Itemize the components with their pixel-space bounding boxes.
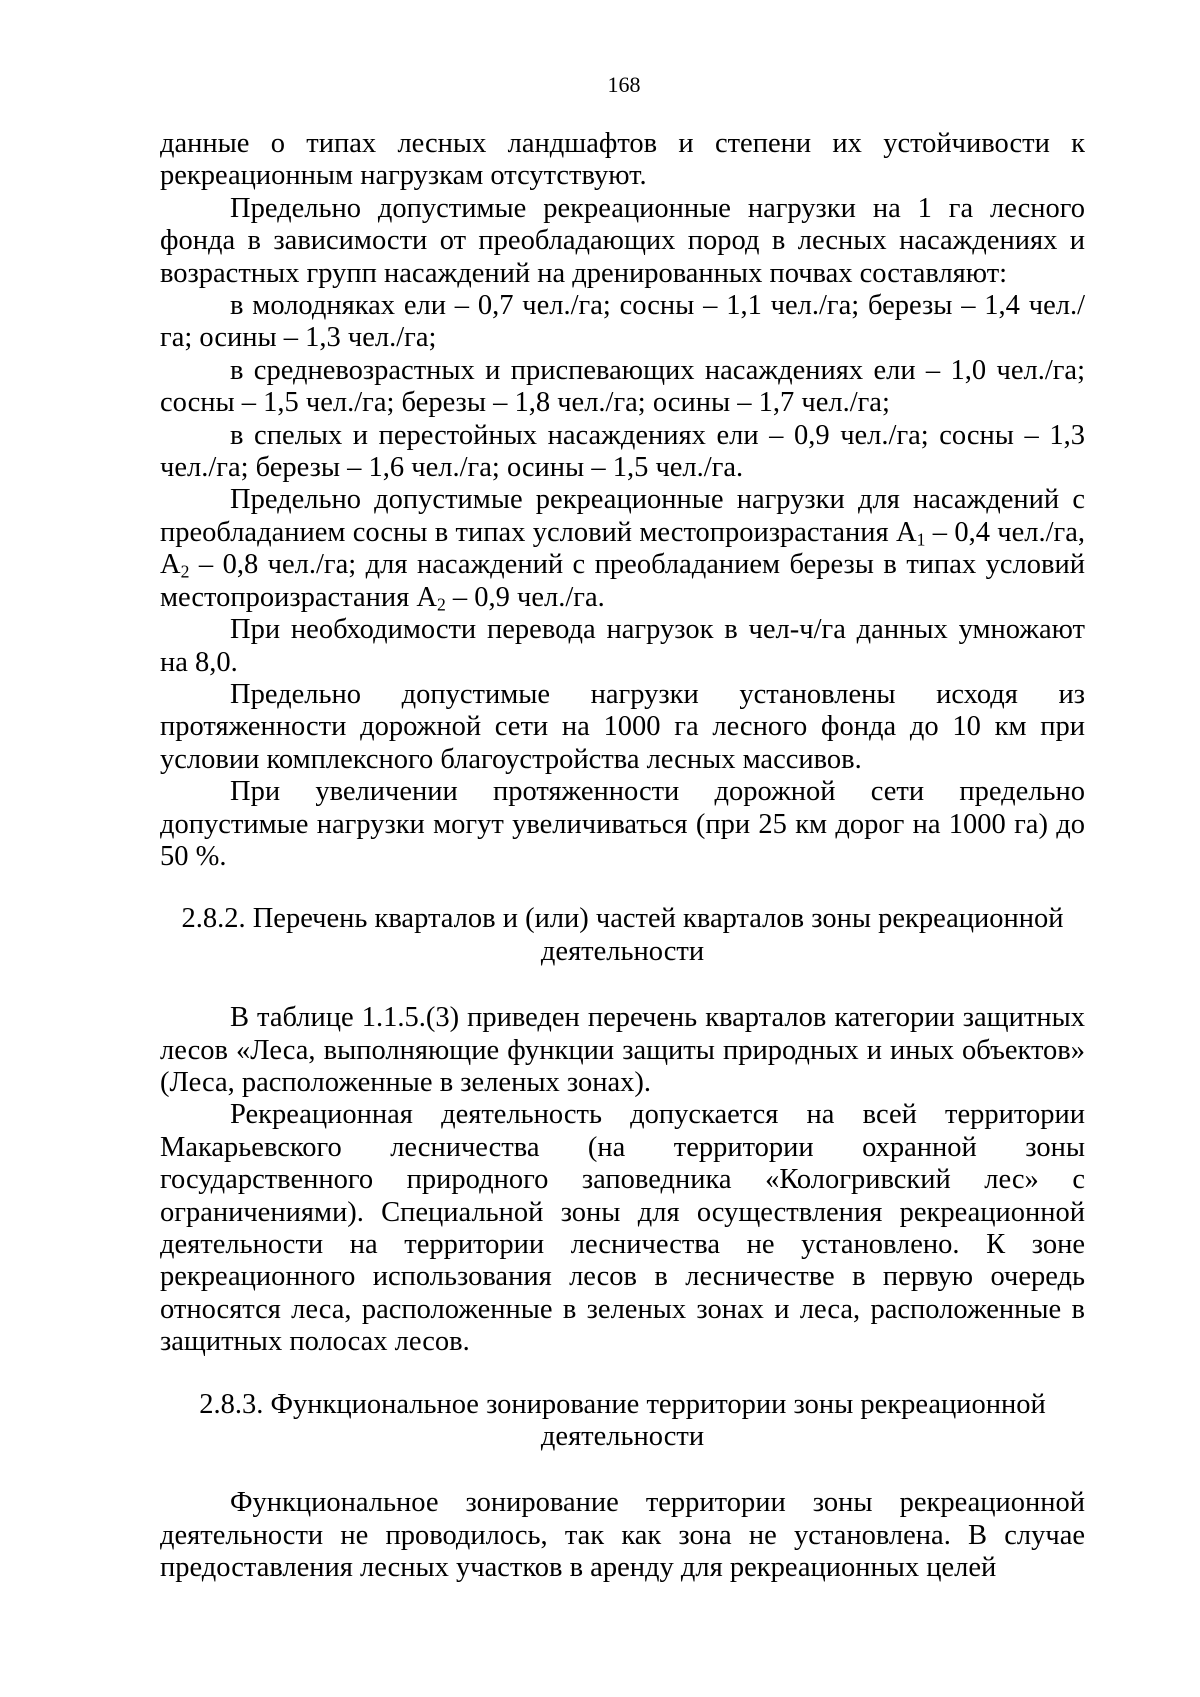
section-282: [160, 903, 1085, 1358]
paragraph-middle-aged-stands: в средневозрастных и приспевающих насаждениях ели – 1,0 чел./га; сосны – 1,5 чел./га; березы – 1,8 чел./га; осины – 1,7 чел./га;: [160, 354, 1085, 419]
section-heading-282-line1: 2.8.2. Перечень кварталов и (или) частей кварталов зоны рекреационной: [181, 903, 1064, 935]
paragraph-conversion: При необходимости перевода нагрузок в чел-ч/га данных умножают на 8,0.: [160, 614, 1085, 678]
section-heading-283-line2: деятельности: [540, 1421, 705, 1453]
paragraph-habitat-limits: [160, 484, 1085, 614]
paragraph-mature-stands: в спелых и перестойных насаждениях ели – 0,9 чел./га; сосны – 1,3 чел./га; березы – 1,6 чел./га; осины – 1,5 чел./га.: [160, 419, 1085, 484]
paragraph-road-increase: При увеличении протяженности дорожной сети предельно допустимые нагрузки могут увеличиваться (при 25 км дорог на 1000 га) до 50 %.: [160, 776, 1085, 872]
paragraph-table-reference: В таблице 1.1.5.(3) приведен перечень кварталов категории защитных лесов «Леса, выполняющие функции защиты природных и иных объектов» (Леса, расположенные в зеленых зонах).: [160, 1002, 1085, 1098]
section-heading-283-line1: 2.8.3. Функциональное зонирование территории зоны рекреационной: [199, 1388, 1046, 1420]
paragraph-zoning: Функциональное зонирование территории зоны рекреационной деятельности не проводилось, так как зона не установлена. В случае предоставления лесных участков в аренду для рекреационных целей: [160, 1487, 1085, 1584]
paragraph-road-network: Предельно допустимые нагрузки установлены исходя из протяженности дорожной сети на 1000 га лесного фонда до 10 км при условии комплексного благоустройства лесных массивов.: [160, 678, 1085, 775]
habitat-text-1: Предельно допустимые рекреационные нагрузки для насаждений с преобладанием сосны в типах условий местопроизрастания А: [160, 484, 1085, 548]
page-number: 168: [607, 72, 641, 97]
habitat-text-4: – 0,9 чел./га.: [445, 581, 605, 613]
body-text: [160, 128, 1085, 1585]
paragraph-intro: данные о типах лесных ландшафтов и степени их устойчивости к рекреационным нагрузкам отсутствуют.: [160, 128, 1085, 192]
paragraph-young-stands: в молодняках ели – 0,7 чел./га; сосны – 1,1 чел./га; березы – 1,4 чел./га; осины – 1,3 чел./га;: [160, 290, 1085, 354]
section-heading-282-line2: деятельности: [540, 935, 705, 967]
habitat-sub-3: 2: [436, 594, 446, 615]
paragraph-recreation-allowed: Рекреационная деятельность допускается на всей территории Макарьевского лесничества (на территории охранной зоны государственного природного заповедника «Кологривский лес» с ограничениями). Специальной зоны для осуществления рекреационной деятельности на территории лесничества не установлено. К зоне рекреационного использования лесов в лесничестве в первую очередь относятся леса, расположенные в зеленых зонах и леса, расположенные в защитных полосах лесов.: [160, 1099, 1085, 1358]
habitat-sub-2: 2: [180, 561, 190, 582]
section-283: [160, 1389, 1085, 1585]
habitat-text-3: – 0,8 чел./га; для насаждений с преобладанием березы в типах условий местопроизрастания А: [160, 549, 1085, 613]
paragraph-limits-intro: Предельно допустимые рекреационные нагрузки на 1 га лесного фонда в зависимости от преобладающих пород в лесных насаждениях и возрастных групп насаждений на дренированных почвах составляют:: [160, 192, 1085, 289]
habitat-text-2: – 0,4 чел./га, А: [160, 516, 1085, 581]
habitat-sub-1: 1: [916, 529, 926, 550]
